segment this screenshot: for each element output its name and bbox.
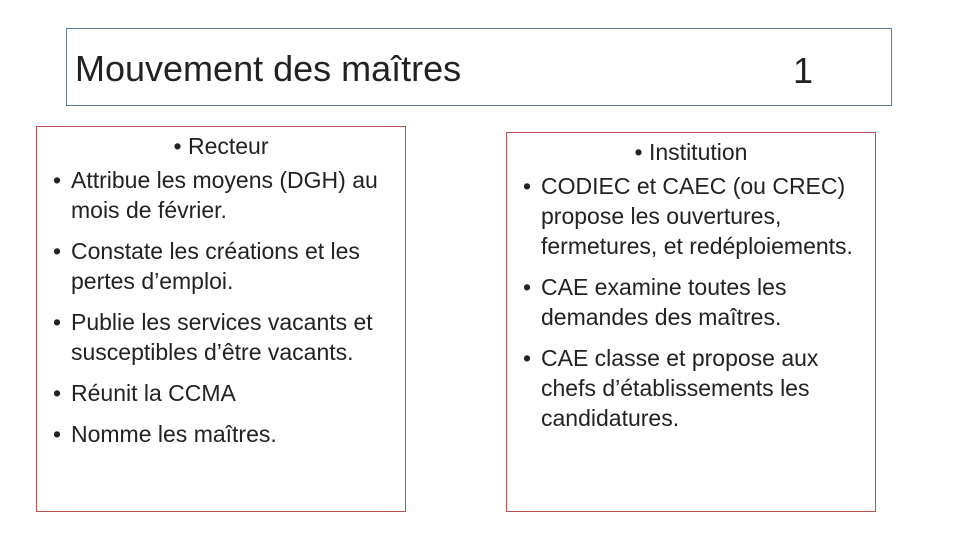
left-panel xyxy=(36,126,406,512)
list-item-text: CAE classe et propose aux chefs d’établissements les candidatures. xyxy=(541,345,819,431)
list-item xyxy=(45,236,397,296)
left-panel-header xyxy=(45,131,397,161)
bullet: • xyxy=(523,345,532,371)
bullet: • xyxy=(523,173,532,199)
bullet: • xyxy=(53,167,62,193)
list-item xyxy=(45,419,397,449)
slide-title: Mouvement des maîtres xyxy=(75,48,462,89)
list-item xyxy=(515,343,867,433)
list-item xyxy=(515,171,867,261)
bullet: • xyxy=(634,139,643,165)
left-panel-header-label: Recteur xyxy=(187,133,269,159)
slide-number: 1 xyxy=(793,50,814,91)
list-item xyxy=(45,307,397,367)
list-item-text: Attribue les moyens (DGH) au mois de février. xyxy=(71,167,378,223)
bullet: • xyxy=(53,380,62,406)
right-panel-header-label: Institution xyxy=(649,139,748,165)
bullet: • xyxy=(173,133,182,159)
list-item xyxy=(45,165,397,225)
list-item xyxy=(45,378,397,408)
list-item-text: Constate les créations et les pertes d’emploi. xyxy=(71,238,360,294)
left-panel-list xyxy=(45,165,397,449)
bullet: • xyxy=(523,274,532,300)
list-item-text: Nomme les maîtres. xyxy=(71,421,277,447)
bullet: • xyxy=(53,421,62,447)
right-panel-header xyxy=(515,137,867,167)
right-panel xyxy=(506,132,876,512)
list-item-text: CAE examine toutes les demandes des maîtres. xyxy=(541,274,787,330)
bullet: • xyxy=(53,238,62,264)
list-item-text: Publie les services vacants et susceptibles d’être vacants. xyxy=(71,309,373,365)
list-item xyxy=(515,272,867,332)
list-item-text: Réunit la CCMA xyxy=(71,380,236,406)
right-panel-list xyxy=(515,171,867,433)
bullet: • xyxy=(53,309,62,335)
list-item-text: CODIEC et CAEC (ou CREC) propose les ouvertures, fermetures, et redéploiements. xyxy=(541,173,853,259)
title-box xyxy=(66,28,892,106)
